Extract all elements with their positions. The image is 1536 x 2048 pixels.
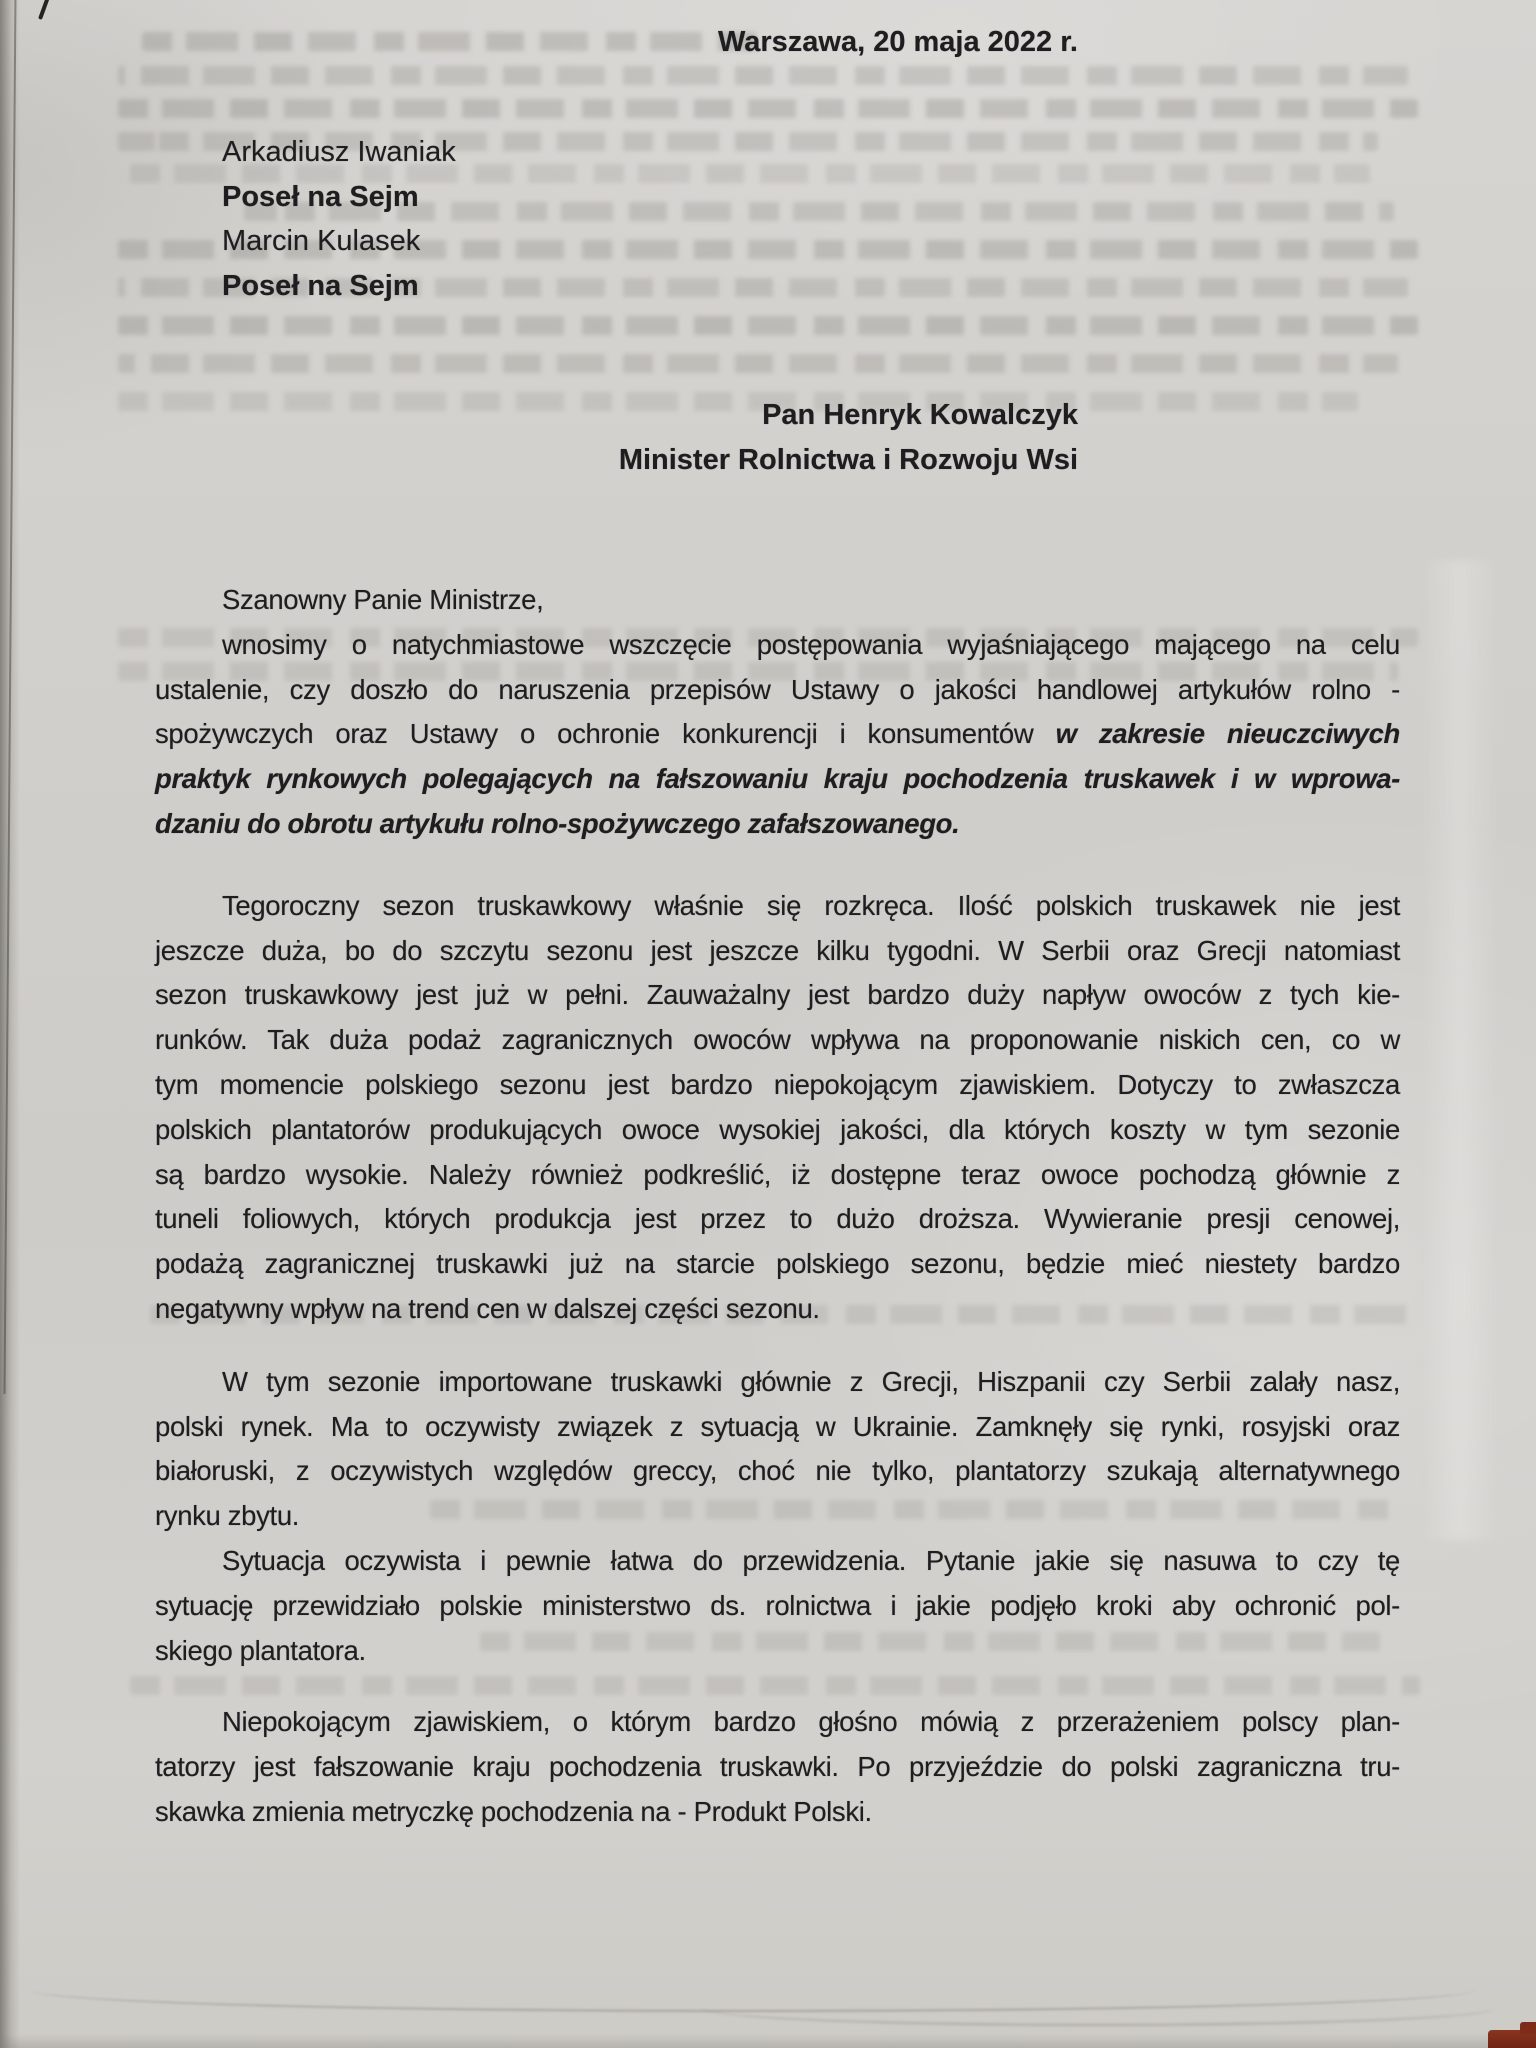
- recipient-title: Minister Rolnictwa i Rozwoju Wsi: [618, 443, 1078, 476]
- text-line: polski rynek. Ma to oczywisty związek z sytuacją w Ukrainie. Zamknęły się rynki, rosyjski oraz: [155, 1410, 1400, 1442]
- date-line: Warszawa, 20 maja 2022 r.: [717, 26, 1078, 58]
- text-line: praktyk rynkowych polegających na fałszowaniu kraju pochodzenia truskawek i w wprowa-: [155, 763, 1400, 795]
- text-line: ustalenie, czy doszło do naruszenia przepisów Ustawy o jakości handlowej artykułów rolno -: [155, 673, 1400, 705]
- text-line: skiego plantatora.: [155, 1634, 366, 1666]
- salutation: Szanowny Panie Ministrze,: [222, 584, 544, 615]
- text-line: W tym sezonie importowane truskawki głównie z Grecji, Hiszpanii czy Serbii zalały nasz,: [222, 1365, 1400, 1397]
- text-line: sytuację przewidziało polskie ministerstwo ds. rolnictwa i jakie podjęło kroki aby ochronić pol-: [155, 1589, 1400, 1621]
- text-line: białoruski, z oczywistych względów greccy, choć nie tylko, plantatorzy szukają alternatywnego: [155, 1455, 1400, 1487]
- text-line: tatorzy jest fałszowanie kraju pochodzenia truskawki. Po przyjeździe do polski zagraniczna tru-: [155, 1751, 1400, 1783]
- bleedthrough-line: [118, 316, 1418, 335]
- sender-role-2: Poseł na Sejm: [222, 269, 419, 302]
- text-line: są bardzo wysokie. Należy również podkreślić, iż dostępne teraz owoce pochodzą głównie z: [155, 1158, 1400, 1190]
- sender-block: [222, 130, 456, 308]
- text-line: dzaniu do obrotu artykułu rolno-spożywczego zafałszowanego.: [155, 807, 960, 839]
- text-line: polskich plantatorów produkujących owoce wysokiej jakości, dla których koszty w tym sezonie: [155, 1113, 1400, 1145]
- bleedthrough-line: [118, 99, 1418, 118]
- paper-bottom-crease: [700, 1984, 1496, 2026]
- recipient-block: [619, 393, 1078, 482]
- page-bottom-edge-shadow: [0, 2034, 1536, 2048]
- text-line: runków. Tak duża podaż zagranicznych owoców wpływa na proponowanie niskich cen, co w: [155, 1024, 1400, 1056]
- paragraph-1: [155, 623, 1400, 847]
- text-line: skawka zmienia metryczkę pochodzenia na - Produkt Polski.: [155, 1795, 872, 1827]
- paragraph-3: [155, 1360, 1400, 1539]
- paragraph-4: [155, 1539, 1400, 1673]
- paper-crease-highlight: [1420, 560, 1500, 1540]
- sender-name-1: Arkadiusz Iwaniak: [222, 136, 456, 168]
- text-line: jeszcze duża, bo do szczytu sezonu jest jeszcze kilku tygodni. W Serbii oraz Grecji natomiast: [155, 934, 1400, 966]
- text-line: rynku zbytu.: [155, 1500, 300, 1532]
- bleedthrough-line: [118, 354, 1398, 373]
- page-left-edge-shadow: [0, 0, 20, 2048]
- text-line: Tegoroczny sezon truskawkowy właśnie się rozkręca. Ilość polskich truskawek nie jest: [222, 889, 1400, 921]
- table-surface-corner: [1520, 2022, 1536, 2034]
- text-line: sezon truskawkowy jest już w pełni. Zauważalny jest bardzo duży napływ owoców z tych kie-: [155, 979, 1400, 1011]
- text-segment: spożywczych oraz Ustawy o ochronie konkurencji i konsumentów: [155, 718, 1056, 750]
- bleedthrough-line: [142, 32, 762, 51]
- text-segment-emphasis: w zakresie nieuczciwych: [1055, 718, 1400, 750]
- text-line: wnosimy o natychmiastowe wszczęcie postępowania wyjaśniającego mającego na celu: [222, 628, 1400, 660]
- text-line: podażą zagranicznej truskawki już na starcie polskiego sezonu, będzie mieć niestety bardzo: [155, 1248, 1400, 1280]
- text-line: tym momencie polskiego sezonu jest bardzo niepokojącym zjawiskiem. Dotyczy to zwłaszcza: [155, 1068, 1400, 1100]
- text-line: Sytuacja oczywista i pewnie łatwa do przewidzenia. Pytanie jakie się nasuwa to czy tę: [222, 1544, 1400, 1576]
- bleedthrough-line: [118, 66, 1408, 85]
- staple-mark: [38, 0, 50, 20]
- text-line: Niepokojącym zjawiskiem, o którym bardzo głośno mówią z przerażeniem polscy plan-: [222, 1706, 1400, 1738]
- paragraph-2: [155, 884, 1400, 1332]
- paragraph-5: [155, 1700, 1400, 1834]
- text-line: negatywny wpływ na trend cen w dalszej części sezonu.: [155, 1292, 820, 1324]
- text-line: [155, 712, 1400, 757]
- sender-role-1: Poseł na Sejm: [222, 180, 419, 213]
- recipient-name: Pan Henryk Kowalczyk: [762, 399, 1078, 431]
- sender-name-2: Marcin Kulasek: [222, 225, 421, 257]
- letter-body: [155, 578, 1400, 1835]
- text-line: tuneli foliowych, których produkcja jest przez to dużo droższa. Wywieranie presji cenowej,: [155, 1203, 1400, 1235]
